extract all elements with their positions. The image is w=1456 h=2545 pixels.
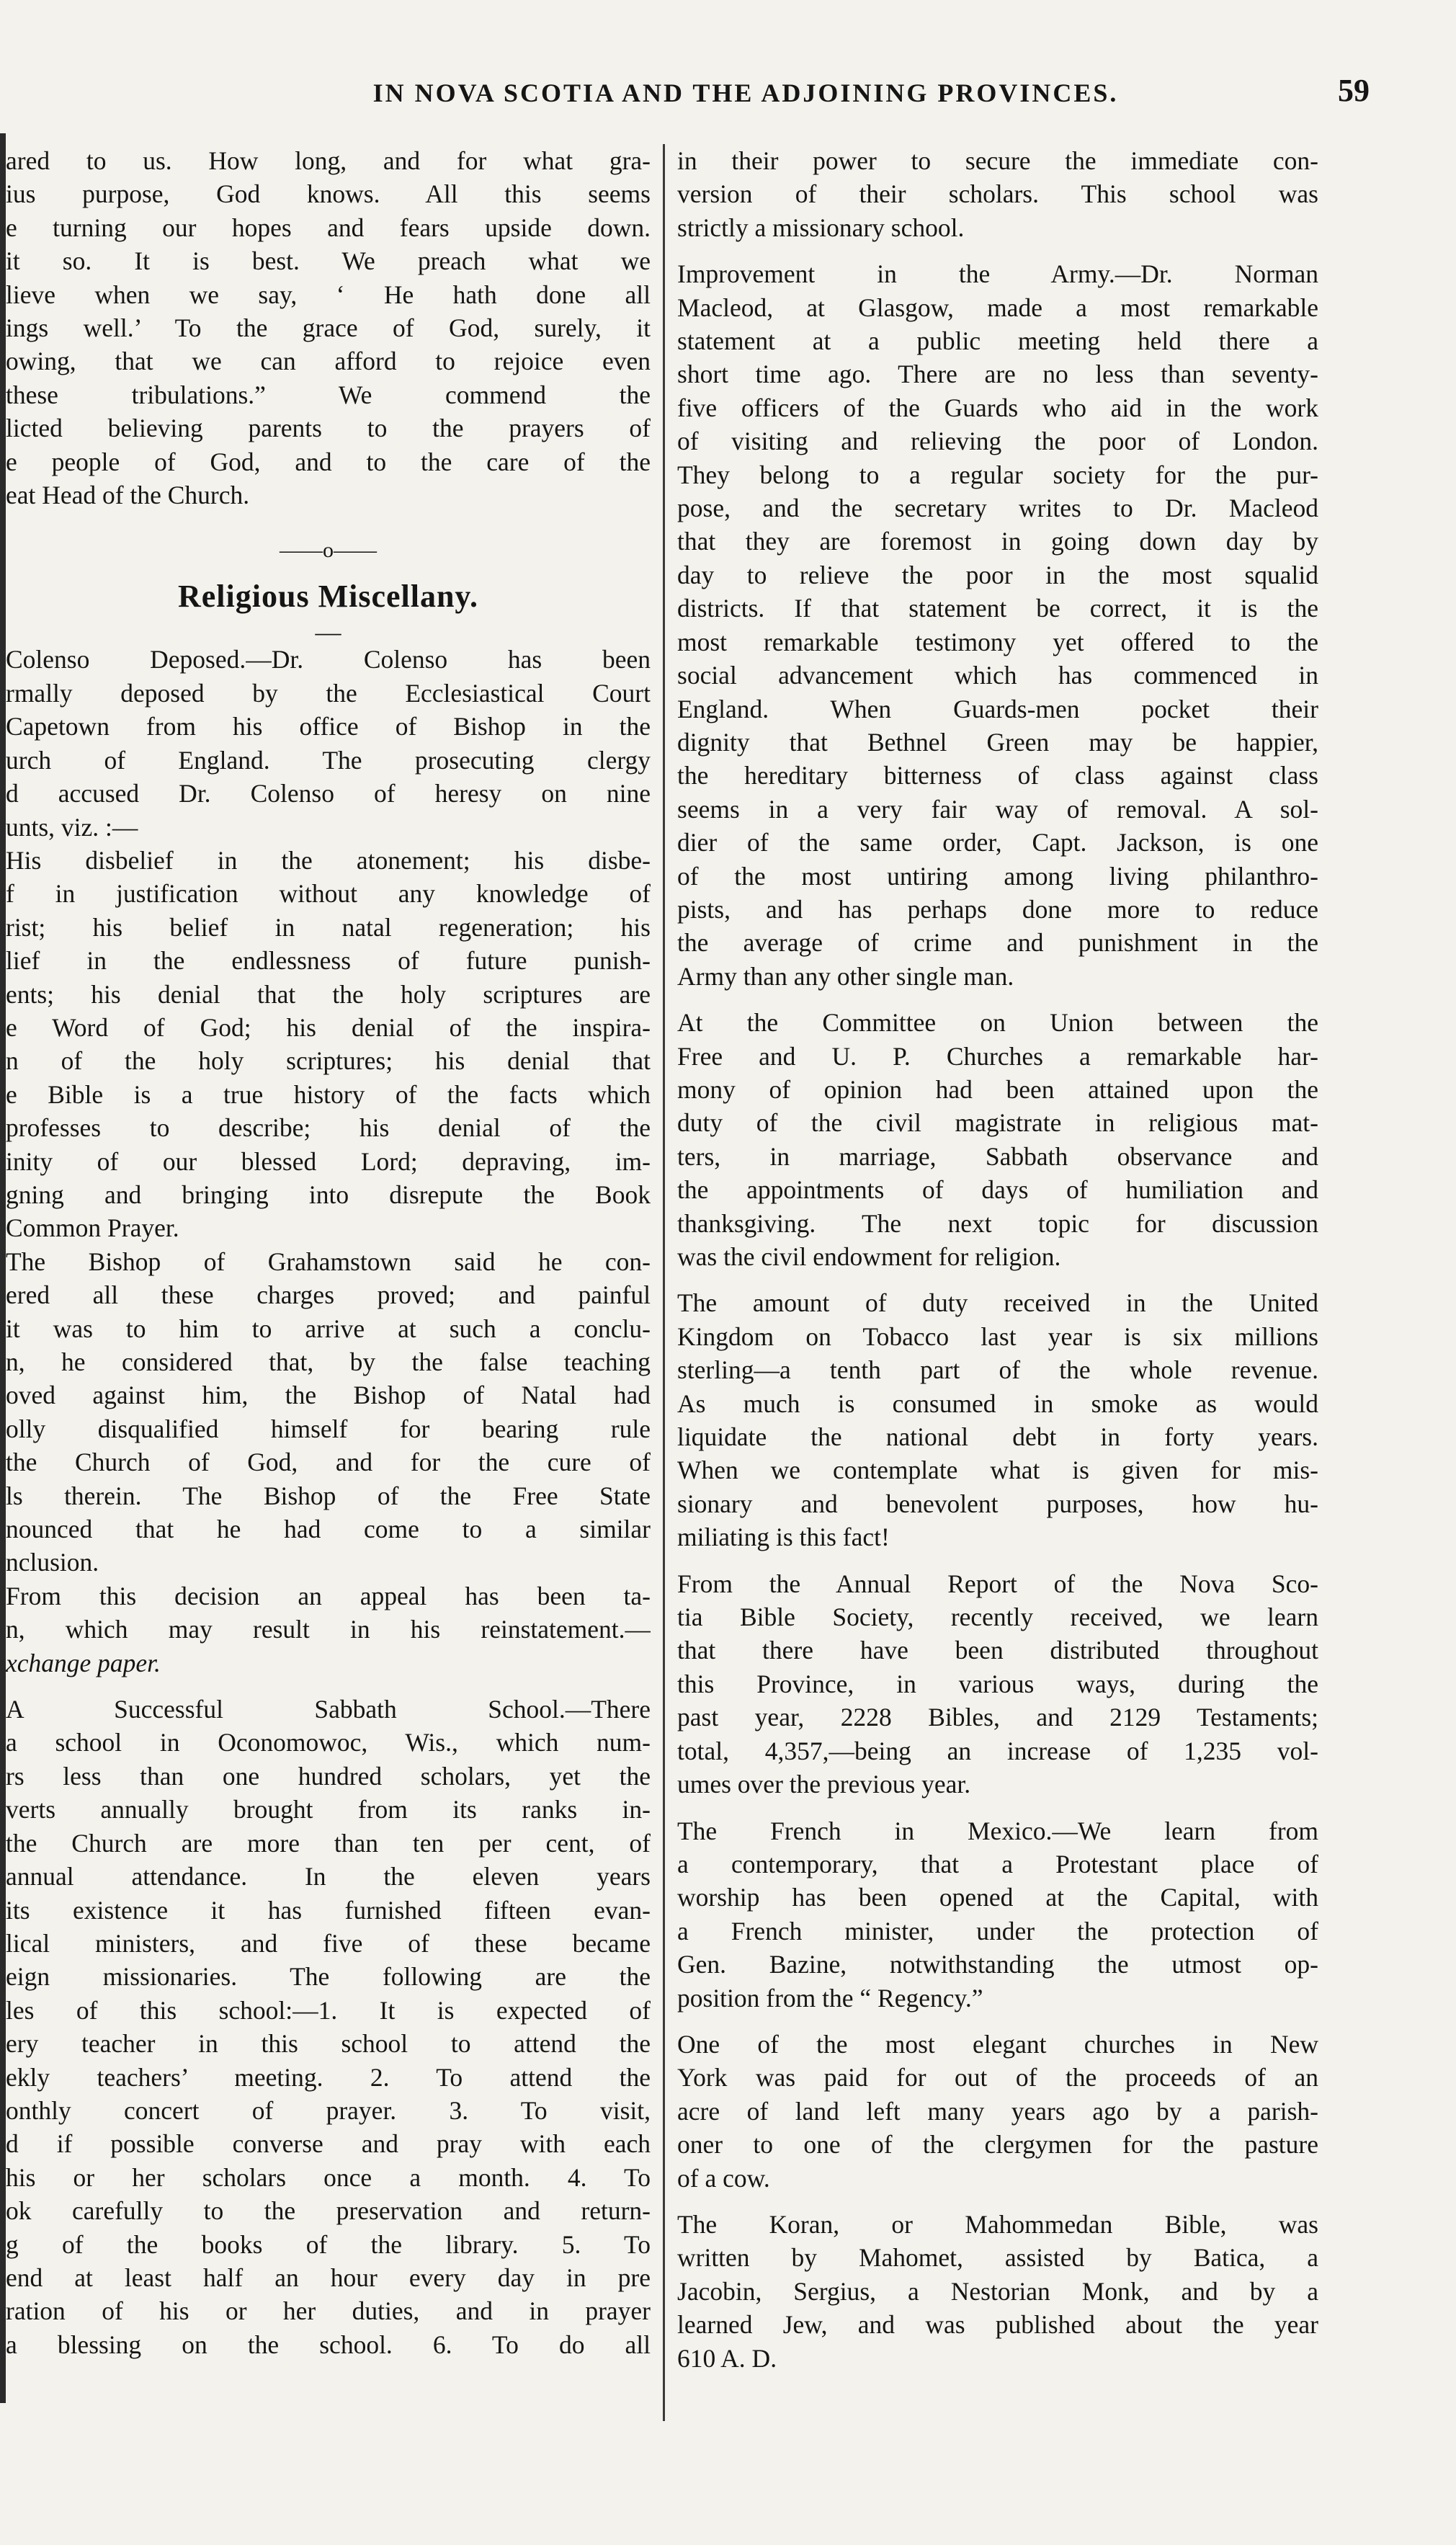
text-line: They belong to a regular society for the pur- <box>677 460 1318 489</box>
text-line: nclusion. <box>6 1548 99 1577</box>
text-line: rmally deposed by the Ecclesiastical Court <box>6 678 651 708</box>
text-line: of the most untiring among living philanthro- <box>677 861 1318 891</box>
text-line: these tribulations.” We commend the <box>6 380 651 409</box>
section-ornament: ——o—— <box>280 538 377 563</box>
bible-society-paragraph <box>677 1567 1318 1801</box>
text-line: lieve when we say, ‘ He hath done all <box>6 280 651 309</box>
text-line: pists, and has perhaps done more to reduce <box>677 894 1318 924</box>
text-line: The amount of duty received in the United <box>677 1288 1318 1318</box>
text-line: of visiting and relieving the poor of London. <box>677 427 1318 456</box>
text-line: ok carefully to the preservation and return- <box>6 2196 651 2226</box>
text-line: The Bishop of Grahamstown said he con- <box>6 1247 651 1276</box>
text-line: liquidate the national debt in forty years. <box>677 1422 1318 1452</box>
koran-paragraph <box>677 2208 1318 2375</box>
text-line: short time ago. There are no less than seventy- <box>677 360 1318 389</box>
text-line: rist; his belief in natal regeneration; his <box>6 912 651 942</box>
text-line: dignity that Bethnel Green may be happier, <box>677 727 1318 757</box>
text-line: its existence it has furnished fifteen evan- <box>6 1895 651 1925</box>
text-line: total, 4,357,—being an increase of 1,235 vol- <box>677 1736 1318 1765</box>
text-line: e turning our hopes and fears upside down. <box>6 213 651 242</box>
text-line: unts, viz. :— <box>6 812 138 842</box>
text-line: position from the “ Regency.” <box>677 1983 983 2013</box>
text-line: it was to him to arrive at such a conclu- <box>6 1314 651 1343</box>
text-line: annual attendance. In the eleven years <box>6 1862 651 1891</box>
text-line: was the civil endowment for religion. <box>677 1242 1061 1271</box>
text-line: eat Head of the Church. <box>6 481 250 510</box>
title-dash: — <box>315 618 341 647</box>
grahamstown-paragraph <box>6 1245 651 1579</box>
text-line: ings well.’ To the grace of God, surely, it <box>6 313 651 343</box>
text-line: 610 A. D. <box>677 2343 777 2373</box>
text-line: From this decision an appeal has been ta- <box>6 1581 651 1610</box>
text-line: A Successful Sabbath School.—There <box>6 1695 651 1724</box>
text-line: e Word of God; his denial of the inspira- <box>6 1012 651 1042</box>
text-line: Kingdom on Tobacco last year is six millions <box>677 1321 1318 1351</box>
text-line: n, which may result in his reinstatement.— <box>6 1615 651 1644</box>
text-line: miliating is this fact! <box>677 1523 890 1552</box>
text-line: g of the books of the library. 5. To <box>6 2229 651 2259</box>
text-line: a French minister, under the protection of <box>677 1916 1318 1945</box>
text-line: Improvement in the Army.—Dr. Norman <box>677 259 1318 289</box>
text-line: in their power to secure the immediate con- <box>677 146 1318 175</box>
text-line: ery teacher in this school to attend the <box>6 2029 651 2059</box>
text-line: most remarkable testimony yet offered to the <box>677 627 1318 656</box>
tobacco-paragraph <box>677 1286 1318 1554</box>
text-line: mony of opinion had been attained upon the <box>677 1074 1318 1104</box>
text-line: gning and bringing into disrepute the Book <box>6 1180 651 1209</box>
column-divider <box>663 144 665 2421</box>
text-line: As much is consumed in smoke as would <box>677 1389 1318 1418</box>
text-line: Colenso Deposed.—Dr. Colenso has been <box>6 645 651 674</box>
sabbath-school-paragraph <box>6 1693 651 2361</box>
right-column <box>677 144 1318 2375</box>
text-line: The Koran, or Mahommedan Bible, was <box>677 2209 1318 2239</box>
text-line: end at least half an hour every day in pre <box>6 2263 651 2292</box>
text-line: statement at a public meeting held there a <box>677 326 1318 356</box>
text-line: the appointments of days of humiliation and <box>677 1175 1318 1205</box>
text-line: version of their scholars. This school was <box>677 179 1318 209</box>
text-line: From the Annual Report of the Nova Sco- <box>677 1569 1318 1598</box>
text-line: that there have been distributed throughout <box>677 1636 1318 1665</box>
text-line: acre of land left many years ago by a parish- <box>677 2096 1318 2126</box>
colenso-paragraph <box>6 643 651 843</box>
text-line: One of the most elegant churches in New <box>677 2029 1318 2059</box>
text-line: duty of the civil magistrate in religious mat- <box>677 1108 1318 1138</box>
text-line: urch of England. The prosecuting clergy <box>6 745 651 775</box>
french-mexico-paragraph <box>677 1814 1318 2015</box>
text-line: oved against him, the Bishop of Natal had <box>6 1381 651 1410</box>
charges-paragraph <box>6 844 651 1245</box>
text-line: d accused Dr. Colenso of heresy on nine <box>6 779 651 808</box>
army-paragraph <box>677 257 1318 993</box>
appeal-paragraph <box>6 1579 651 1646</box>
text-line: n, he considered that, by the false teaching <box>6 1347 651 1376</box>
text-line: tia Bible Society, recently received, we learn <box>677 1603 1318 1632</box>
exchange-paper-credit: xchange paper. <box>6 1648 161 1677</box>
text-line: worship has been opened at the Capital, with <box>677 1883 1318 1912</box>
text-line: social advancement which has commenced in <box>677 661 1318 690</box>
text-line: thanksgiving. The next topic for discussion <box>677 1208 1318 1238</box>
text-line: The French in Mexico.—We learn from <box>677 1816 1318 1845</box>
text-line: strictly a missionary school. <box>677 213 965 242</box>
text-line: a blessing on the school. 6. To do all <box>6 2330 651 2359</box>
text-line: seems in a very fair way of removal. A sol- <box>677 794 1318 824</box>
text-line: the Church of God, and for the cure of <box>6 1448 651 1477</box>
text-line: a contemporary, that a Protestant place of <box>677 1849 1318 1878</box>
text-line: the Church are more than ten per cent, of <box>6 1828 651 1858</box>
text-line: a school in Oconomowoc, Wis., which num- <box>6 1728 651 1757</box>
text-line: n of the holy scriptures; his denial that <box>6 1046 651 1076</box>
text-line: Capetown from his office of Bishop in the <box>6 712 651 741</box>
scholars-continuation-paragraph <box>677 144 1318 244</box>
text-line: England. When Guards-men pocket their <box>677 694 1318 723</box>
text-line: districts. If that statement be correct, it is the <box>677 594 1318 623</box>
text-line: lief in the endlessness of future punish- <box>6 946 651 976</box>
text-line: ekly teachers’ meeting. 2. To attend the <box>6 2062 651 2092</box>
text-line: his or her scholars once a month. 4. To <box>6 2162 651 2192</box>
text-line: past year, 2228 Bibles, and 2129 Testaments; <box>677 1703 1318 1732</box>
text-line: owing, that we can afford to rejoice even <box>6 347 651 376</box>
left-column <box>6 144 651 2361</box>
text-line: ents; his denial that the holy scriptures are <box>6 979 651 1009</box>
text-line: Common Prayer. <box>6 1213 179 1243</box>
text-line: oner to one of the clergymen for the pasture <box>677 2130 1318 2160</box>
text-line: sionary and benevolent purposes, how hu- <box>677 1489 1318 1518</box>
text-line: of a cow. <box>677 2163 770 2193</box>
text-line: e people of God, and to the care of the <box>6 447 651 476</box>
text-line: ared to us. How long, and for what gra- <box>6 146 651 175</box>
text-line: ration of his or her duties, and in prayer <box>6 2296 651 2326</box>
text-line: Macleod, at Glasgow, made a most remarkable <box>677 293 1318 322</box>
running-head: IN NOVA SCOTIA AND THE ADJOINING PROVINCES. <box>372 79 1119 107</box>
text-line: At the Committee on Union between the <box>677 1008 1318 1038</box>
text-line: umes over the previous year. <box>677 1770 971 1799</box>
text-line: nounced that he had come to a similar <box>6 1515 651 1544</box>
text-line: learned Jew, and was published about the year <box>677 2310 1318 2340</box>
text-line: sterling—a tenth part of the whole revenue. <box>677 1355 1318 1385</box>
section-title: Religious Miscellany. <box>178 579 478 615</box>
text-line: inity of our blessed Lord; depraving, im- <box>6 1146 651 1176</box>
text-line: licted believing parents to the prayers of <box>6 414 651 443</box>
text-line: ius purpose, God knows. All this seems <box>6 179 651 209</box>
text-line: that they are foremost in going down day by <box>677 527 1318 556</box>
new-york-church-paragraph <box>677 2028 1318 2195</box>
text-line: His disbelief in the atonement; his disbe- <box>6 845 651 875</box>
text-line: the average of crime and punishment in the <box>677 928 1318 958</box>
committee-paragraph <box>677 1006 1318 1273</box>
text-line: ters, in marriage, Sabbath observance and <box>677 1141 1318 1171</box>
text-line: professes to describe; his denial of the <box>6 1113 651 1143</box>
text-line: five officers of the Guards who aid in the work <box>677 393 1318 422</box>
text-line: day to relieve the poor in the most squalid <box>677 560 1318 589</box>
text-line: eign missionaries. The following are the <box>6 1962 651 1992</box>
binding-edge-rule <box>0 133 6 2403</box>
text-line: Army than any other single man. <box>677 961 1014 991</box>
intro-paragraph <box>6 144 651 512</box>
text-line: Jacobin, Sergius, a Nestorian Monk, and by a <box>677 2276 1318 2306</box>
text-line: onthly concert of prayer. 3. To visit, <box>6 2095 651 2125</box>
text-line: e Bible is a true history of the facts which <box>6 1079 651 1109</box>
text-line: d if possible converse and pray with each <box>6 2129 651 2159</box>
text-line: dier of the same order, Capt. Jackson, is one <box>677 828 1318 857</box>
text-line: When we contemplate what is given for mis- <box>677 1456 1318 1485</box>
text-line: f in justification without any knowledge of <box>6 879 651 909</box>
text-line: lical ministers, and five of these became <box>6 1928 651 1958</box>
text-line: pose, and the secretary writes to Dr. Macleod <box>677 494 1318 523</box>
text-line: the hereditary bitterness of class against class <box>677 761 1318 790</box>
text-line: ls therein. The Bishop of the Free State <box>6 1481 651 1510</box>
text-line: verts annually brought from its ranks in- <box>6 1795 651 1824</box>
text-line: Gen. Bazine, notwithstanding the utmost op- <box>677 1950 1318 1979</box>
text-line: olly disqualified himself for bearing rule <box>6 1414 651 1443</box>
text-line: written by Mahomet, assisted by Batica, a <box>677 2243 1318 2273</box>
text-line: les of this school:—1. It is expected of <box>6 1995 651 2025</box>
text-line: this Province, in various ways, during the <box>677 1669 1318 1698</box>
text-line: York was paid for out of the proceeds of an <box>677 2063 1318 2092</box>
text-line: rs less than one hundred scholars, yet the <box>6 1761 651 1791</box>
text-line: ered all these charges proved; and painful <box>6 1280 651 1310</box>
text-line: it so. It is best. We preach what we <box>6 246 651 276</box>
text-line: Free and U. P. Churches a remarkable har- <box>677 1041 1318 1071</box>
page-number: 59 <box>1338 73 1370 108</box>
